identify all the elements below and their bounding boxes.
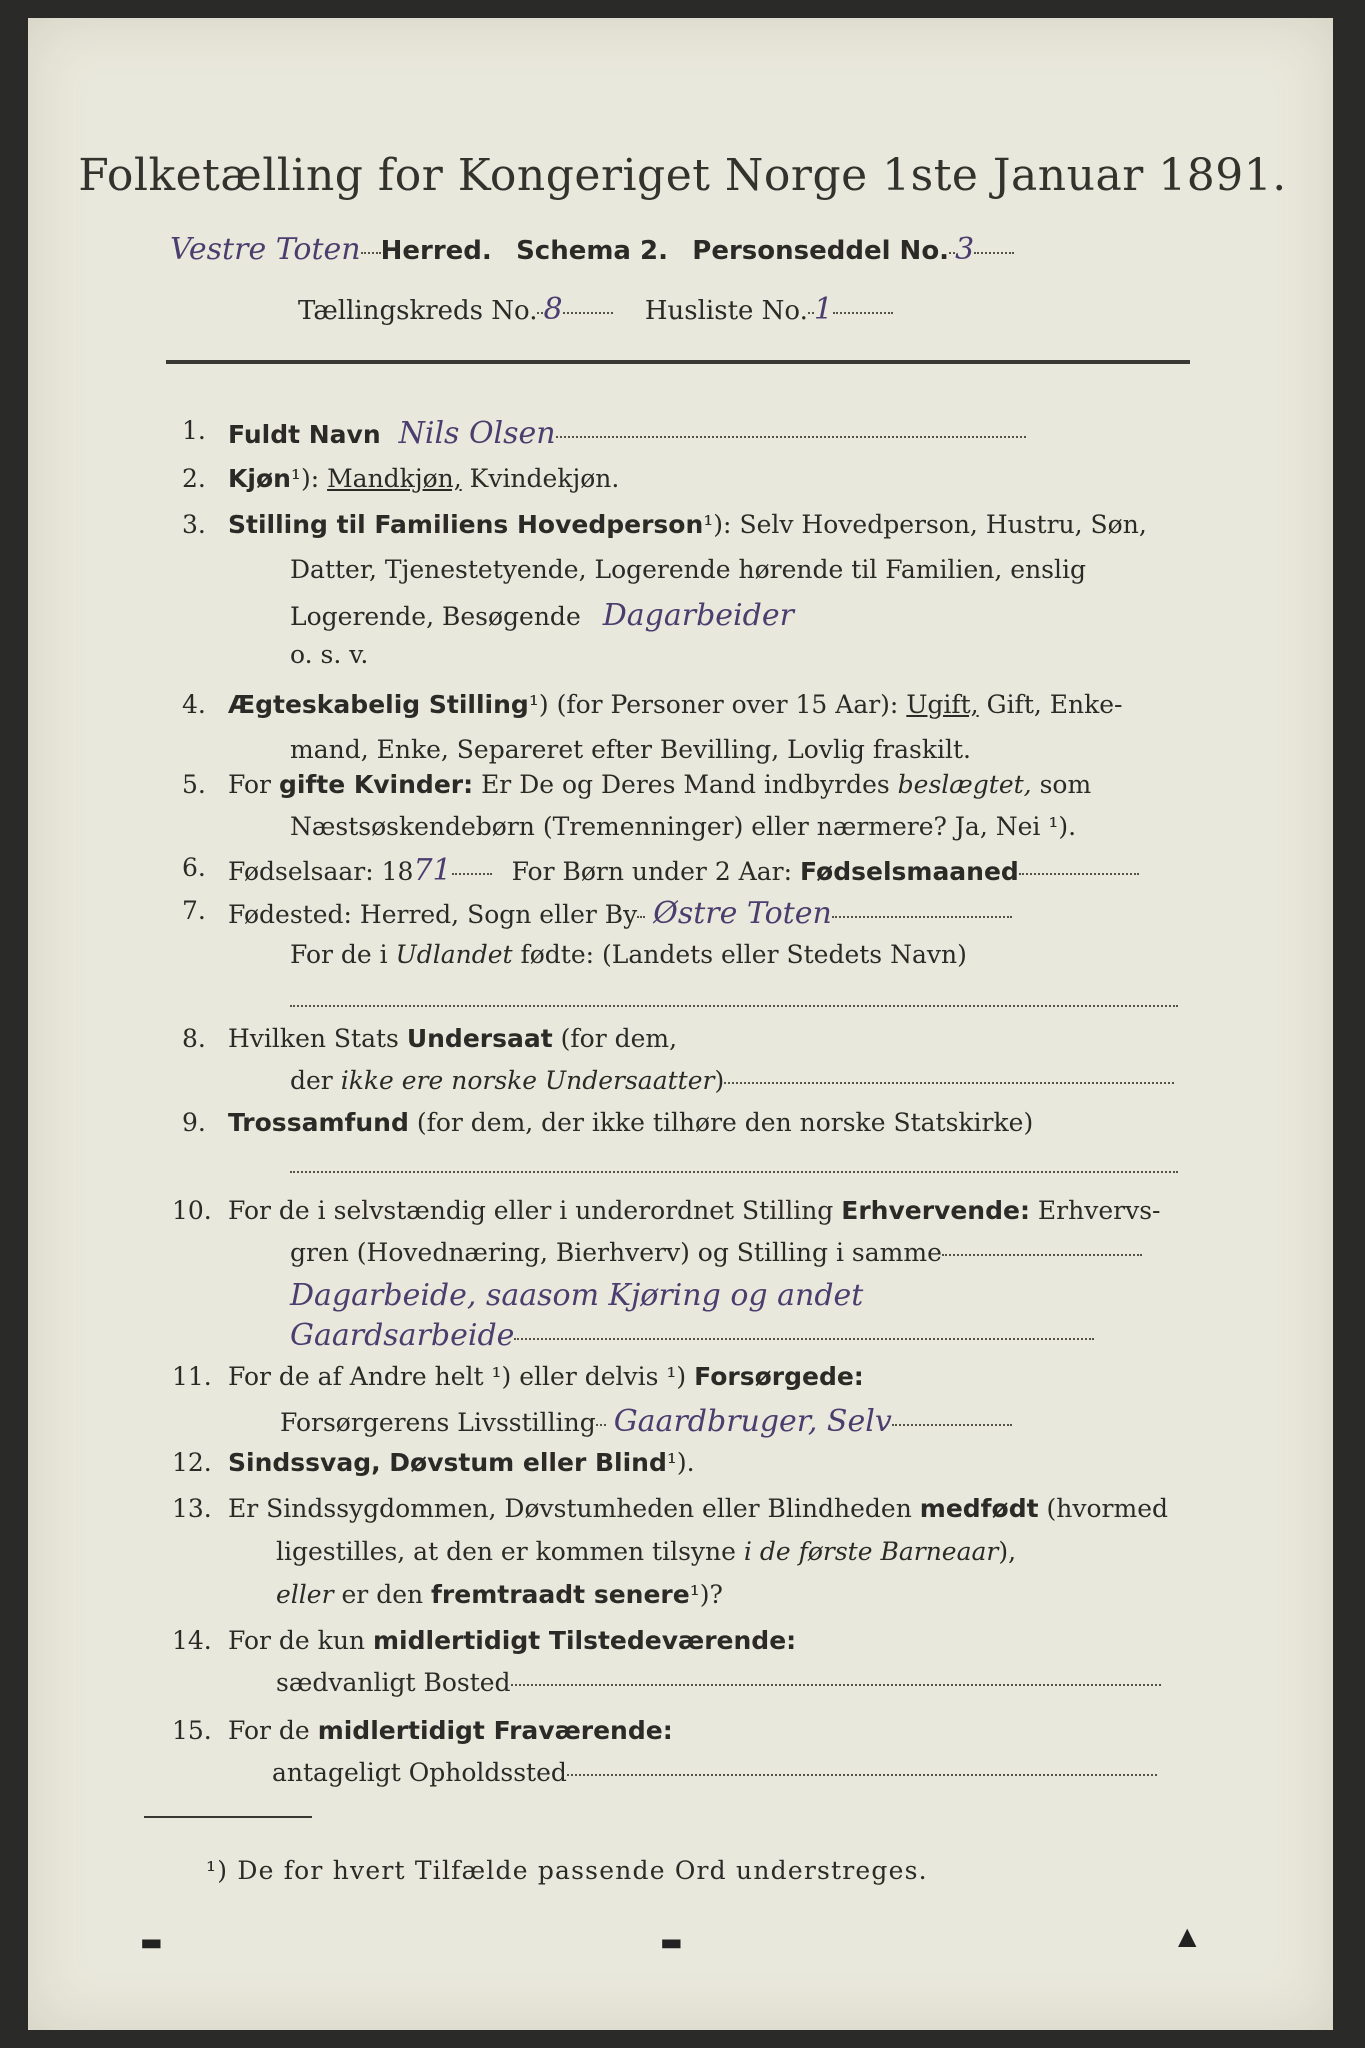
item-2-sup: ¹): [290, 464, 320, 493]
item-8-text-2a: der [290, 1066, 333, 1095]
item-15-label: midlertidigt Fraværende: [317, 1716, 673, 1745]
schema-label: Schema 2. [516, 236, 668, 266]
item-15-line-1 [228, 1716, 673, 1745]
item-8-label: Undersaat [406, 1024, 553, 1053]
item-1-number: 1. [182, 416, 206, 445]
item-5-label: gifte Kvinder: [278, 770, 474, 799]
item-6-label: Fødselsaar: [228, 857, 374, 886]
stray-mark-left: ▬ [140, 1928, 163, 1956]
item-5-number: 5. [182, 770, 206, 799]
item-9-blank-line [290, 1170, 1178, 1173]
item-10-line-4 [290, 1318, 1094, 1353]
item-11-number: 11. [172, 1362, 212, 1391]
item-11-value: Gaardbruger, Selv [613, 1404, 892, 1439]
item-9-line-1 [228, 1108, 1033, 1137]
item-8-text-2b: ) [714, 1066, 725, 1095]
item-7-line-2 [290, 940, 967, 969]
item-3-sup: ¹): [703, 510, 732, 539]
item-3-text-3: Logerende, Besøgende [290, 602, 581, 631]
item-13-text-1b: (hvormed [1046, 1494, 1169, 1523]
item-3-line-3 [290, 598, 794, 633]
item-10-label: Erhvervende: [841, 1196, 1030, 1225]
item-6-text-3: Fødselsmaaned [799, 857, 1019, 886]
item-7-label: Fødested: [228, 900, 352, 929]
item-10-text-2: gren (Hovednæring, Bierhverv) og Stilling i samme [290, 1238, 942, 1267]
item-10-line-2 [290, 1238, 1142, 1267]
item-8-line-2 [290, 1066, 1174, 1095]
item-13-label: medfødt [919, 1494, 1039, 1523]
item-14-number: 14. [172, 1626, 212, 1655]
item-13-text-3i: eller [276, 1580, 334, 1609]
item-5-line-1 [228, 770, 1091, 799]
item-2-label: Kjøn [228, 464, 291, 493]
item-5-text-1a: Er De og Deres Mand indbyrdes [481, 770, 890, 799]
header-rule [166, 360, 1190, 364]
item-12-sup: ¹). [666, 1448, 695, 1477]
item-3-number: 3. [182, 510, 206, 539]
header-line-herred [170, 232, 1014, 267]
item-3-value: Dagarbeider [602, 598, 794, 633]
herred-value: Vestre Toten [170, 232, 361, 267]
item-2-number: 2. [182, 464, 206, 493]
item-13-text-2a: ligestilles, at den er kommen tilsyne [276, 1537, 736, 1566]
item-10-line-3 [290, 1278, 863, 1313]
item-13-text-3b: fremtraadt senere [431, 1580, 690, 1609]
item-12-number: 12. [172, 1448, 212, 1477]
item-4-sup: ¹) [528, 690, 549, 719]
item-8-pre: Hvilken Stats [228, 1024, 399, 1053]
husliste-label: Husliste No. [644, 296, 808, 326]
item-7-value: Østre Toten [653, 896, 832, 931]
item-15-text-2: antageligt Opholdssted [272, 1758, 567, 1787]
item-11-line-2 [280, 1404, 1012, 1439]
item-13-text-2b: ), [998, 1537, 1017, 1566]
item-13-text-3c: ¹)? [689, 1580, 723, 1609]
kreds-value: 8 [543, 292, 563, 327]
item-3-text-4: o. s. v. [290, 640, 369, 669]
herred-label: Herred. [380, 236, 492, 266]
kreds-label: Tællingskreds No. [298, 296, 538, 326]
item-13-text-2i: i de første Barneaar [743, 1537, 999, 1566]
item-11-text-2: Forsørgerens Livsstilling [280, 1408, 596, 1437]
item-5-text-1i: beslægtet, [897, 770, 1032, 799]
item-6-line [228, 853, 1139, 888]
item-11-label: Forsørgede: [694, 1362, 864, 1391]
item-5-text-2: Næstsøskendebørn (Tremenninger) eller nærmere? Ja, Nei ¹). [290, 812, 1077, 841]
item-14-text-1a: For de kun [228, 1626, 366, 1655]
item-1-line [228, 416, 1026, 451]
item-4-text-2: mand, Enke, Separeret efter Bevilling, Lovlig fraskilt. [290, 735, 971, 764]
item-1-value: Nils Olsen [398, 416, 556, 451]
item-3-line-1 [228, 510, 1147, 539]
item-10-value-2: Gaardsarbeide [290, 1318, 515, 1353]
item-7-number: 7. [182, 896, 206, 925]
item-5-pre: For [228, 770, 271, 799]
item-7-blank-line [290, 1004, 1178, 1007]
item-7-text-2a: For de i [290, 940, 388, 969]
item-15-line-2 [272, 1758, 1157, 1787]
item-4-option-ugift: Ugift, [906, 690, 979, 719]
item-9-text-1: (for dem, der ikke tilhøre den norske Statskirke) [416, 1108, 1034, 1137]
item-7-line-1 [228, 896, 1012, 931]
footnote-rule [144, 1816, 312, 1818]
item-15-text-1a: For de [228, 1716, 310, 1745]
item-8-line-1 [228, 1024, 677, 1053]
item-12-line [228, 1448, 695, 1477]
item-6-number: 6. [182, 853, 206, 882]
item-11-line-1 [228, 1362, 864, 1391]
item-10-number: 10. [172, 1196, 212, 1225]
item-13-text-1a: Er Sindssygdommen, Døvstumheden eller Blindheden [228, 1494, 912, 1523]
footnote: ¹) De for hvert Tilfælde passende Ord understreges. [206, 1856, 928, 1885]
item-14-line-2 [276, 1668, 1161, 1697]
item-13-number: 13. [172, 1494, 212, 1523]
item-10-value-1: Dagarbeide, saasom Kjøring og andet [290, 1278, 864, 1313]
item-13-line-2 [276, 1537, 1016, 1566]
item-9-number: 9. [182, 1108, 206, 1137]
husliste-value: 1 [813, 292, 833, 327]
item-7-text-1: Herred, Sogn eller By [359, 900, 638, 929]
item-4-number: 4. [182, 690, 206, 719]
item-1-label: Fuldt Navn [228, 420, 381, 449]
item-7-text-2i: Udlandet [395, 940, 513, 969]
item-6-year-prefix: 18 [381, 857, 414, 886]
item-14-label: midlertidigt Tilstedeværende: [372, 1626, 797, 1655]
item-6-value: 71 [413, 853, 452, 888]
stray-mark-right: ▲ [1178, 1922, 1197, 1950]
item-2-option-kvindekjon: Kvindekjøn. [469, 464, 620, 493]
item-11-text-1a: For de af Andre helt ¹) eller delvis ¹) [228, 1362, 687, 1391]
item-8-text-2i: ikke ere norske Undersaatter [340, 1066, 715, 1095]
item-10-text-1b: Erhvervs- [1037, 1196, 1161, 1225]
item-9-label: Trossamfund [228, 1108, 409, 1137]
item-15-number: 15. [172, 1716, 212, 1745]
header-line-kreds [298, 292, 893, 327]
item-4-text-1b: Gift, Enke- [986, 690, 1123, 719]
item-5-text-1b: som [1039, 770, 1092, 799]
item-3-text-1: Selv Hovedperson, Hustru, Søn, [739, 510, 1147, 539]
stray-mark-center: ▬ [660, 1928, 683, 1956]
personseddel-value: 3 [955, 232, 975, 267]
item-8-number: 8. [182, 1024, 206, 1053]
item-2-option-mandkjon: Mandkjøn, [327, 464, 462, 493]
item-4-text-1a: (for Personer over 15 Aar): [556, 690, 899, 719]
item-14-text-2: sædvanligt Bosted [276, 1668, 511, 1697]
item-6-text-2: For Børn under 2 Aar: [511, 857, 793, 886]
item-7-text-2b: fødte: (Landets eller Stedets Navn) [520, 940, 967, 969]
item-10-line-1 [228, 1196, 1160, 1225]
item-8-text-1b: (for dem, [560, 1024, 678, 1053]
item-2-line [228, 464, 619, 493]
item-4-line-1 [228, 690, 1123, 719]
item-12-label: Sindssvag, Døvstum eller Blind [228, 1448, 667, 1477]
personseddel-label: Personseddel No. [692, 236, 950, 266]
item-3-label: Stilling til Familiens Hovedperson [228, 510, 704, 539]
item-13-line-1 [228, 1494, 1168, 1523]
item-10-text-1a: For de i selvstændig eller i underordnet Stilling [228, 1196, 834, 1225]
item-13-text-3a: er den [341, 1580, 424, 1609]
item-14-line-1 [228, 1626, 796, 1655]
item-13-line-3 [276, 1580, 723, 1609]
form-title: Folketælling for Kongeriget Norge 1ste Januar 1891. [78, 150, 1287, 201]
item-4-label: Ægteskabelig Stilling [228, 690, 529, 719]
item-3-text-2: Datter, Tjenestetyende, Logerende hørende til Familien, enslig [290, 555, 1087, 584]
